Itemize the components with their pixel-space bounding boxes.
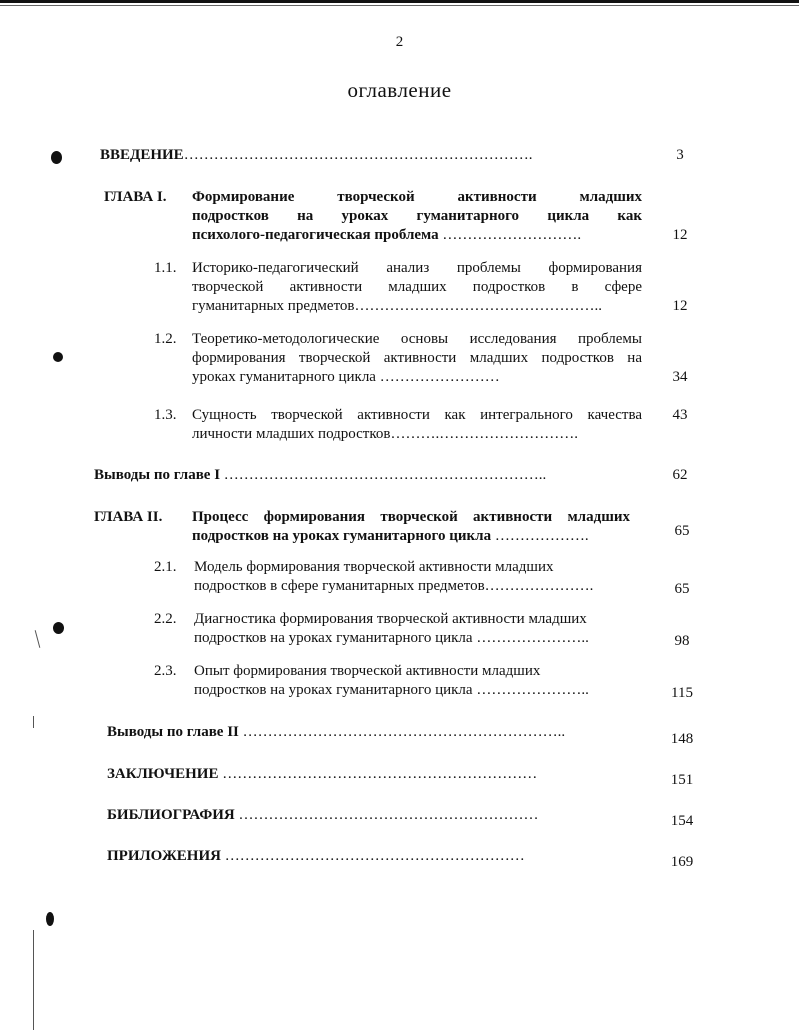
toc-entry-intro <box>100 146 616 165</box>
toc-dots: ……………………………………………………………. <box>183 147 533 163</box>
toc-page: 154 <box>670 813 694 829</box>
section-number: 2.2. <box>154 611 177 627</box>
section-title-line: Диагностика формирования творческой активности младших <box>194 611 587 627</box>
toc-page: 151 <box>670 772 694 788</box>
toc-dots: ………………………. <box>438 227 582 243</box>
section-title-line <box>192 297 602 316</box>
toc-label: психолого-педагогическая проблема <box>192 227 439 243</box>
toc-dots: ……………………………………………………… <box>218 766 538 782</box>
chapter-number: ГЛАВА II. <box>94 509 163 525</box>
section-title-line <box>194 629 589 648</box>
toc-label: личности младших подростков <box>192 426 391 442</box>
toc-label: уроках гуманитарного цикла <box>192 369 376 385</box>
scan-line <box>33 930 34 1030</box>
section-title-line <box>192 425 578 444</box>
toc-entry-conclusions-1 <box>94 466 546 485</box>
toc-dots: ……………………………………………………….. <box>220 467 547 483</box>
toc-entry-appendix <box>107 847 525 866</box>
toc-label: подростков в сфере гуманитарных предметов <box>194 578 485 594</box>
section-number: 1.2. <box>154 331 177 347</box>
chapter-title-line: подростков на уроках гуманитарного цикла как <box>192 208 642 224</box>
toc-dots: …………………………………………………… <box>234 807 539 823</box>
section-title-line <box>194 577 593 596</box>
scan-top-border <box>0 0 799 3</box>
toc-dots: …………………… <box>375 369 500 385</box>
section-title-line: творческой активности младших подростков в сфере <box>192 279 642 295</box>
toc-page: 12 <box>672 227 688 243</box>
section-number: 1.3. <box>154 407 177 423</box>
chapter-number: ГЛАВА I. <box>104 189 167 205</box>
section-title-line: Опыт формирования творческой активности младших <box>194 663 541 679</box>
toc-label: подростков на уроках гуманитарного цикла <box>194 630 473 646</box>
section-title-line: формирования творческой активности младших подростков на <box>192 350 642 366</box>
toc-page: 34 <box>672 369 688 385</box>
toc-page: 3 <box>676 147 684 163</box>
page-title: оглавление <box>347 78 452 102</box>
toc-entry-bibliography <box>107 806 538 825</box>
toc-dots: …………………………………………………… <box>220 848 525 864</box>
scan-mark <box>53 352 63 362</box>
section-number: 2.3. <box>154 663 177 679</box>
toc-label: ВВЕДЕНИЕ <box>100 147 184 163</box>
section-title-line: Модель формирования творческой активности младших <box>194 559 554 575</box>
scan-mark <box>46 912 54 926</box>
toc-dots: ………………………………………….. <box>354 298 603 314</box>
chapter-title-line <box>192 226 581 245</box>
chapter-title-line: Формирование творческой активности младших <box>192 189 642 205</box>
section-title-line <box>194 681 589 700</box>
toc-dots: ……………………………………………………….. <box>238 724 566 740</box>
toc-page: 115 <box>671 685 693 701</box>
toc-dots: ………………….. <box>472 630 589 646</box>
toc-label: ПРИЛОЖЕНИЯ <box>107 848 221 864</box>
chapter-title-line: Процесс формирования творческой активности младших <box>192 509 630 525</box>
toc-label: гуманитарных предметов <box>192 298 355 314</box>
scan-top-border-thin <box>0 5 799 6</box>
section-number: 1.1. <box>154 260 177 276</box>
section-title-line: Теоретико-методологические основы исследования проблемы <box>192 331 642 347</box>
scan-mark <box>53 622 64 634</box>
section-number: 2.1. <box>154 559 177 575</box>
scan-line <box>33 716 34 728</box>
toc-label: ЗАКЛЮЧЕНИЕ <box>107 766 219 782</box>
toc-entry-conclusion <box>107 765 537 784</box>
toc-dots: ……….………………………. <box>390 426 578 442</box>
section-title-line: Сущность творческой активности как интегрального качества <box>192 407 642 423</box>
scan-mark <box>51 151 62 164</box>
toc-label: БИБЛИОГРАФИЯ <box>107 807 235 823</box>
toc-label: подростков на уроках гуманитарного цикла <box>192 528 492 544</box>
toc-dots: ………………….. <box>472 682 589 698</box>
section-title-line <box>192 368 500 387</box>
chapter-title-line <box>192 527 589 546</box>
toc-page: 148 <box>670 731 694 747</box>
toc-dots: …………………. <box>484 578 594 594</box>
toc-label: Выводы по главе I <box>94 467 221 483</box>
toc-page: 43 <box>672 407 688 423</box>
section-title-line: Историко-педагогический анализ проблемы формирования <box>192 260 642 276</box>
toc-page: 65 <box>674 581 690 597</box>
scan-line <box>35 630 41 648</box>
toc-entry-conclusions-2 <box>107 723 565 742</box>
toc-page: 98 <box>674 633 690 649</box>
toc-page: 12 <box>672 298 688 314</box>
toc-label: подростков на уроках гуманитарного цикла <box>194 682 473 698</box>
toc-page: 169 <box>670 854 694 870</box>
toc-page: 62 <box>672 467 688 483</box>
page-number: 2 <box>395 34 404 50</box>
toc-page: 65 <box>674 523 690 539</box>
toc-dots: ………………. <box>491 528 589 544</box>
toc-label: Выводы по главе II <box>107 724 239 740</box>
